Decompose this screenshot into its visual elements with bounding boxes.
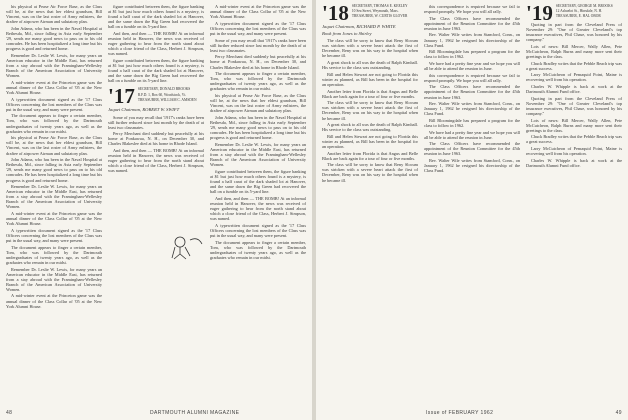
class-treasurer: TREASURER, E. HAL OBOR [555,14,601,19]
paragraph: Remember Dr. Leslie W. Lewis, for many years an American educator in the Middle East, has returned from a stay abroad with the Framingham-Wellesley Branch of the American Association of University Women. [6,52,102,79]
class-address: 12 Ashuelot St., Hinsdale, N. H. [555,9,603,14]
paragraph: Chuck Bradley writes that the Pebble Beach trip was a great success. [526,60,622,71]
paragraph: Another letter from Florida is that Angus and Belle Black are back again for a tour of four or five months. [322,150,418,161]
paragraph: The document appears to finger a certain member, Tom, who was followed by the Dartmouth undergraduates of twenty years ago, as well as the graduates who remain in our midst. [210,239,306,260]
paragraph: The class will be sorry to know that Reny Slocum was stricken with a severe heart attack the first of December, Reny was on his way to the hospital when he became ill. [322,100,418,121]
paragraph: A mid-winter event at the Princeton game was the annual dinner of the Class Collar of '05 at the New York Alumni House. [6,293,102,309]
class-year: '18 [322,1,349,25]
page-number-left: 48 [6,410,13,416]
class-heading-19 [526,1,622,25]
paragraph: Quoting in part from the Cleveland Press of November 29: "One of Greater Cleveland's top insurance executives, Phil Chase, was honored by his company." [526,22,622,43]
paragraph: Bill and Helen Stewart are not going to Florida this winter as planned, as Bill has been in the hospital for an operation. [322,71,418,87]
paragraph: A typewritten document signed as the '17 Class Officers concerning the lost members of the Class was put in the usual way, and many were present. [6,227,102,244]
right-column-3 [526,1,622,169]
class-address: R.F.D. 1, Box 60, Woodstock, Vt. [137,92,187,97]
paragraph: John Adams, who has been in the Naval Hospital at Bethesda, Md., since falling in Asia early September '29, sends me many good news to pass on to his old comrades. He has been hospitalized a long time but his progress is good and returned home. [210,114,306,141]
paragraph: And then, and then — THE BOMB! At an informal reunion held in Hanover, the news was received of eager gathering to hear from the north stand about which a close friend of the Class, Herbert J. Simpson, was named. [210,195,306,222]
paragraph: figure contributed between them, the figure banking at $1 but just how much others found is a mystery, is found a half carat of the dark shaded lot at Hanover, and the same dawn the Big Green had recovered the ball on a fumble on its 5-yard line. [210,168,306,195]
class-heading-18 [322,1,418,25]
paragraph: figure contributed between them, the figure banking at $1 but just how much others found is a mystery, is found a half carat of the dark shaded lot at Hanover, and the same dawn the Big Green had recovered the ball on a fumble on its 5-yard line. [108,4,204,30]
cartoon-illustration [168,234,204,261]
paragraph: John Adams, who has been in the Naval Hospital at Bethesda, Md., since falling in Asia early September '29, sends me many good news to pass on to his old comrades. He has been hospitalized a long time but his progress is good and returned home. [6,157,102,183]
right-column-1 [322,1,418,184]
paragraph: Larry McCutcheon of Pemaquid Point, Maine is recovering well from his operation. [526,146,622,157]
paragraph: A great shock to all was the death of Ralph Kimball. His service to the class was outstanding. [322,122,418,133]
page-number-right: 49 [615,410,622,416]
jaquet-chairman: Jaquet Chairman, RICHARD P. WHITE [322,24,396,29]
paragraph: Larry McCutcheon of Pemaquid Point, Maine is recovering well from his operation. [526,72,622,83]
paragraph: A typewritten document signed as the '17 Class Officers concerning the lost members of the Class was put in the usual way, and many were present. [210,222,306,238]
right-column-2 [424,4,520,175]
paragraph: Lots of news: Bill Mercer, Wally Allen, Pete McCutcheon, Ralph Burns and many more sent their greetings to the class. [526,43,622,60]
class-heading-17 [108,84,204,109]
paragraph: Remember Dr. Leslie W. Lewis, for many years an American educator in the Middle East, has returned from a stay abroad with the Framingham-Wellesley Branch of the American Association of University Women. [210,141,306,168]
left-page [0,0,312,420]
paragraph: Some of you may recall that '1917's ranks have been still further reduced since last month by the death of at least two classmates. [210,37,306,53]
paragraph: A mid-winter event at the Princeton game was the annual dinner of the Class Collar of '05 at the New York Alumni House. [210,4,306,20]
class-secretary: SECRETARY, GEORGE M. BROOKS [555,4,613,8]
paragraph: Bev. Walter Wile writes from Stamford, Conn., on January 1, 1962 he resigned his directorship of the Class Fund. [424,101,520,117]
paragraph: The Class Officers have recommended the appointment of the Reunion Committee for the 45th reunion in June 1963. [424,141,520,157]
paragraph: A mid-winter event at the Princeton game was the annual dinner of the Class Collar of '05 at the New York Alumni House. [6,79,102,95]
section-subhead: Book from Jones to Shirley [322,31,372,37]
paragraph: A great shock to all was the death of Ralph Kimball. His service to the class was outstanding. [322,60,418,71]
paragraph: figure contributed between them, the figure banking at $1 but just how much others found is a mystery, is found a half carat of the dark shaded lot at Hanover, and the same dawn the Big Green had recovered the ball on a fumble on its 5-yard line. [108,57,204,84]
paragraph: Chuck Bradley writes that the Pebble Beach trip was a great success. [526,134,622,145]
jaquet-chairman: Jaquet Chairman, ROBERT W. SWIFT [108,107,180,113]
paragraph: this correspondence is required because we fail to respond promptly. We hope you will all rally. [424,72,520,83]
paragraph: Remember Dr. Leslie W. Lewis, for many years an American educator in the Middle East, has returned from a stay abroad with the Framingham-Wellesley Branch of the American Association of University Women. [6,266,102,292]
paragraph: Some of you may recall that '1917's ranks have been still further reduced since last month by the death of at least two classmates. [108,114,204,130]
paragraph: Percy Merchant died suddenly but peacefully at his home at Ponkawaa, N. H., on December 30, and Charles Blakeslee died at his home in Rhode Island. [210,54,306,70]
left-column-2 [108,4,204,175]
paragraph: Quoting in part from the Cleveland Press of November 29: "One of Greater Cleveland's top insurance executives, Phil Chase, was honored by his company." [526,95,622,116]
paragraph: Bev. Walter Wile writes from Stamford, Conn., on January 1, 1962 he resigned his directorship of the Class Fund. [424,32,520,48]
paragraph: Remember Dr. Leslie W. Lewis, for many years an American educator in the Middle East, has returned from a stay abroad with the Framingham-Wellesley Branch of the American Association of University Women. [6,184,102,210]
class-secretary: SECRETARY, THOMAS E. KEELEY [351,4,408,8]
paragraph: The Class Officers have recommended the appointment of the Reunion Committee for the 45th reunion in June 1963. [424,84,520,100]
paragraph: A typewritten document signed as the '17 Class Officers concerning the lost members of the Class was put in the usual way, and many were present. [6,96,102,112]
paragraph: The document appears to finger a certain member, Tom, who was followed by the Dartmouth undergraduates of twenty years ago, as well as the graduates who remain in our midst. [210,71,306,92]
paragraph: this correspondence is required because we fail to respond promptly. We hope you will all rally. [424,4,520,15]
class-year: '17 [108,84,135,109]
paragraph: A mid-winter event at the Princeton game was the annual dinner of the Class Collar of '05 at the New York Alumni House. [6,211,102,227]
left-column-1 [6,4,102,310]
paragraph: Charles W. Whipple is back at work at the Dartmouth Alumni Fund office. [526,157,622,168]
paragraph: The class will be sorry to know that Reny Slocum was stricken with a severe heart attack the first of December, Reny was on his way to the hospital when he became ill. [322,162,418,183]
paragraph: And then, and then — THE BOMB! At an informal reunion held in Hanover, the news was received of eager gathering to hear from the north stand about which a close friend of the Class, Herbert J. Simpson, was named. [108,30,204,57]
paragraph: The class will be sorry to know that Reny Slocum was stricken with a severe heart attack the first of December, Reny was on his way to the hospital when he became ill. [322,38,418,59]
class-year: '19 [526,1,553,25]
class-treasurer: TREASURER, W. CURTIS GLOVER [351,14,408,19]
paragraph: John Adams, who has been in the Naval Hospital at Bethesda, Md., since falling in Asia early September '29, sends me many good news to pass on to his old comrades. He has been hospitalized a long time but his progress is good and returned home. [6,25,102,52]
paragraph: And then, and then — THE BOMB! At an informal reunion held in Hanover, the news was received of eager gathering to hear from the north stand about which a close friend of the Class, Herbert J. Simpson, was named. [108,148,204,174]
paragraph: Charles W. Whipple is back at work at the Dartmouth Alumni Fund office. [526,84,622,95]
paragraph: The document appears to finger a certain member, Tom, who was followed by the Dartmouth undergraduates of twenty years ago, as well as the graduates who remain in our midst. [6,244,102,265]
paragraph: his physical at Pease Air Force Base, as the Class will be, at the news that her eldest grandson, Bill Vincent, was on the last roster of Army enlistees, the draftee of airpower Airman and salutatory plan. [6,4,102,25]
paragraph: his physical at Pease Air Force Base, as the Class will be, at the news that her eldest grandson, Bill Vincent, was on the last roster of Army enlistees, the draftee of airpower Airman and salutatory plan. [6,135,102,156]
issue-date: Issue of FEBRUARY 1962 [426,410,494,416]
class-secretary: SECRETARY, DONALD BROOKS [137,87,191,92]
paragraph: Bev. Walter Wile writes from Stamford, Conn., on January 1, 1962 he resigned his directorship of the Class Fund. [424,158,520,174]
paragraph: The Class Officers have recommended the appointment of the Reunion Committee for the 45th reunion in June 1963. [424,15,520,31]
paragraph: Bill and Helen Stewart are not going to Florida this winter as planned, as Bill has been in the hospital for an operation. [322,133,418,149]
paragraph: We have had a pretty fine year and we hope you will all be able to attend the reunion in June. [424,129,520,140]
left-column-3 [210,4,306,261]
paragraph: Bill Bloomingdale has prepared a program for the class to follow in 1962. [424,49,520,60]
paragraph: The document appears to finger a certain member, Tom, who was followed by the Dartmouth undergraduates of twenty years ago, as well as the graduates who remain in our midst. [6,113,102,134]
paragraph: Percy Merchant died suddenly but peacefully at his home at Ponkawaa, N. H., on December 30, and Charles Blakeslee died at his home in Rhode Island. [108,131,204,147]
paragraph: We have had a pretty fine year and we hope you will all be able to attend the reunion in June. [424,60,520,72]
paragraph: Lots of news: Bill Mercer, Wally Allen, Pete McCutcheon, Ralph Burns and many more sent their greetings to the class. [526,117,622,133]
class-treasurer: TREASURER, WILLIAM C. AMSDEN [137,97,197,102]
magazine-title: DARTMOUTH ALUMNI MAGAZINE [150,410,240,416]
class-address: 10 Sea Street, Weymouth, Mass. [351,9,399,14]
paragraph: his physical at Pease Air Force Base, as the Class will be, at the news that her eldest grandson, Bill Vincent, was on the last roster of Army enlistees, the draftee of airpower Airman and salutatory plan. [210,93,306,114]
right-page [316,0,628,420]
paragraph: Another letter from Florida is that Angus and Belle Black are back again for a tour of four or five months. [322,88,418,99]
paragraph: A typewritten document signed as the '17 Class Officers concerning the lost members of the Class was put in the usual way, and many were present. [210,20,306,36]
paragraph: Bill Bloomingdale has prepared a program for the class to follow in 1962. [424,117,520,128]
